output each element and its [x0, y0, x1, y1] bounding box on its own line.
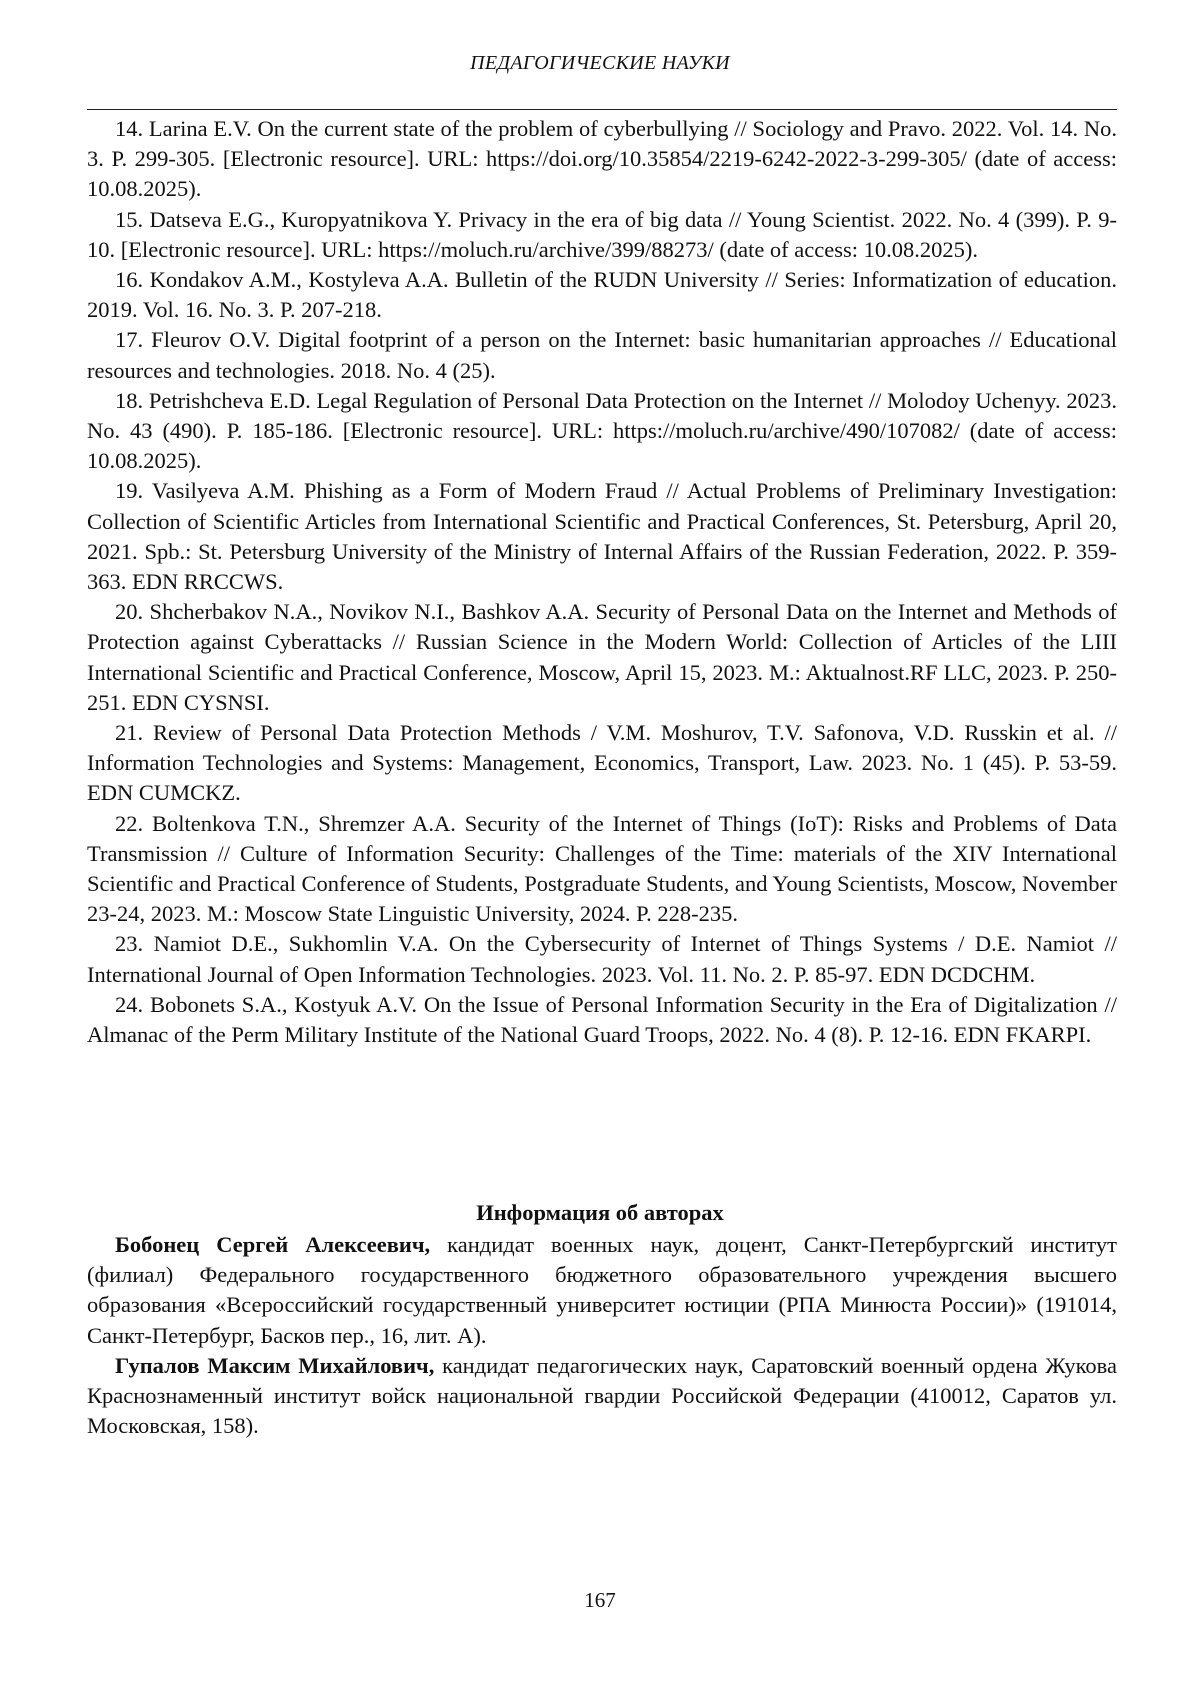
reference-item: 16. Kondakov A.M., Kostyleva A.A. Bulletin of the RUDN University // Series: Informatization of education. 2019. Vol. 16. No. 3. P. 207-218. — [87, 267, 1117, 323]
author-info: кандидат педагогических наук, Саратовский военный ордена Жукова Краснознаменный институт войск национальной гвардии Российской Федерации (410012, Саратов ул. Московская, 158). — [87, 1352, 1117, 1439]
reference-item: 15. Datseva E.G., Kuropyatnikova Y. Privacy in the era of big data // Young Scientist. 2022. No. 4 (399). P. 9-10. [Electronic resource]. URL: https://moluch.ru/archive/399/88273/ (date of access: 10.08.2025). — [87, 206, 1117, 262]
reference-item: 23. Namiot D.E., Sukhomlin V.A. On the Cybersecurity of Internet of Things Systems / D.E. Namiot // International Journal of Open Information Technologies. 2023. Vol. 11. No. 2. P. 85-97. EDN DCDCHM. — [87, 931, 1117, 987]
author-name: Бобонец Сергей Алексеевич, — [115, 1232, 431, 1257]
reference-list — [87, 114, 1117, 1050]
reference-item: 22. Boltenkova T.N., Shremzer A.A. Security of the Internet of Things (IoT): Risks and Problems of Data Transmission // Culture of Information Security: Challenges of the Time: materials of the XIV International Scientific and Practical Conference of Students, Postgraduate Students, and Young Scientists, Moscow, November 23-24, 2023. M.: Moscow State Linguistic University, 2024. P. 228-235. — [87, 810, 1117, 927]
reference-item: 24. Bobonets S.A., Kostyuk A.V. On the Issue of Personal Information Security in the Era of Digitalization // Almanac of the Perm Military Institute of the National Guard Troops, 2022. No. 4 (8). P. 12-16. EDN FKARPI. — [87, 991, 1117, 1048]
running-header: ПЕДАГОГИЧЕСКИЕ НАУКИ — [470, 52, 730, 74]
reference-item: 17. Fleurov O.V. Digital footprint of a person on the Internet: basic humanitarian approaches // Educational resources and technologies. 2018. No. 4 (25). — [87, 327, 1117, 383]
author-entry — [87, 1230, 1117, 1351]
author-info: кандидат военных наук, доцент, Санкт-Петербургский институт (филиал) Федерального государственного бюджетного образовательного учреждения высшего образования «Всероссийский государственный университет юстиции (РПА Минюста России)» (191014, Санкт-Петербург, Басков пер., 16, лит. А). — [87, 1232, 1117, 1348]
reference-item: 21. Review of Personal Data Protection Methods / V.M. Moshurov, T.V. Safonova, V.D. Russkin et al. // Information Technologies and Systems: Management, Economics, Transport, Law. 2023. No. 1 (45). P. 53-59. EDN CUMCKZ. — [87, 720, 1117, 806]
reference-item: 14. Larina E.V. On the current state of the problem of cyberbullying // Sociology and Pravo. 2022. Vol. 14. No. 3. P. 299-305. [Electronic resource]. URL: https://doi.org/10.35854/2219-6242-2022-3-299-305/ (date of access: 10.08.2025). — [87, 116, 1117, 202]
header-divider — [87, 109, 1117, 110]
reference-item: 19. Vasilyeva A.M. Phishing as a Form of Modern Fraud // Actual Problems of Preliminary Investigation: Collection of Scientific Articles from International Scientific and Practical Conferences, St. Petersburg, April 20, 2021. Spb.: St. Petersburg University of the Ministry of Internal Affairs of the Russian Federation, 2022. P. 359-363. EDN RRCCWS. — [87, 478, 1117, 595]
author-name: Гупалов Максим Михайлович, — [115, 1352, 435, 1378]
page-number: 167 — [584, 1588, 616, 1612]
author-entry — [87, 1351, 1117, 1442]
reference-item: 20. Shcherbakov N.A., Novikov N.I., Bashkov A.A. Security of Personal Data on the Internet and Methods of Protection against Cyberattacks // Russian Science in the Modern World: Collection of Articles of the LIII International Scientific and Practical Conference, Moscow, April 15, 2023. M.: Aktualnost.RF LLC, 2023. P. 250-251. EDN CYSNSI. — [87, 599, 1117, 715]
authors-list — [87, 1230, 1117, 1441]
reference-item: 18. Petrishcheva E.D. Legal Regulation of Personal Data Protection on the Internet // Molodoy Uchenyy. 2023. No. 43 (490). P. 185-186. [Electronic resource]. URL: https://moluch.ru/archive/490/107082/ (date of access: 10.08.2025). — [87, 387, 1117, 474]
authors-heading: Информация об авторах — [476, 1200, 724, 1225]
